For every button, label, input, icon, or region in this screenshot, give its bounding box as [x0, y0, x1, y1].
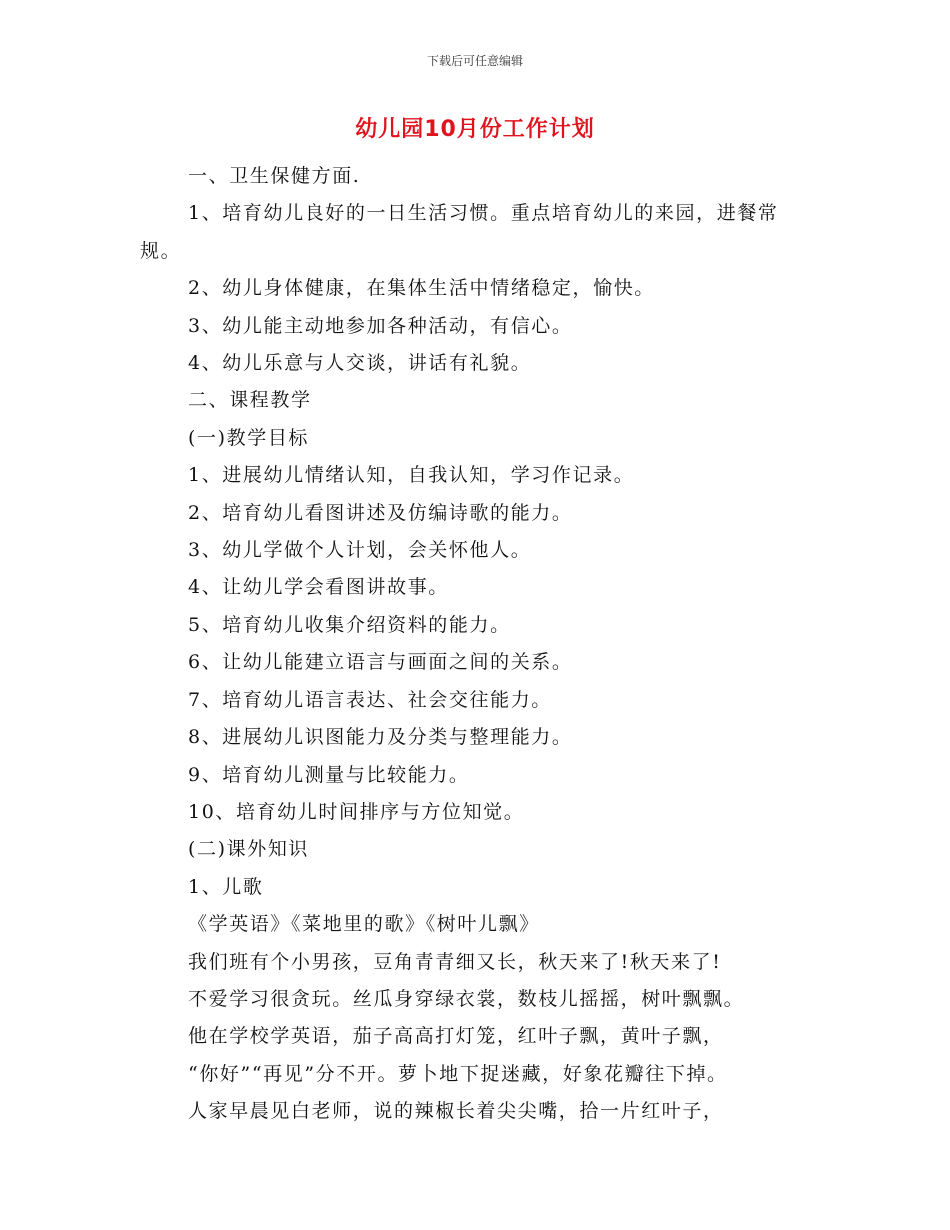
body-line: 2、培育幼儿看图讲述及仿编诗歌的能力。 — [188, 501, 573, 524]
body-line: 9、培育幼儿测量与比较能力。 — [188, 763, 470, 786]
body-line: 3、幼儿学做个人计划，会关怀他人。 — [188, 539, 532, 562]
body-line: 一、卫生保健方面. — [188, 165, 361, 187]
body-line: 人家早晨见白老师，说的辣椒长着尖尖嘴，拾一片红叶子， — [188, 1100, 724, 1123]
body-line: 1、培育幼儿良好的一日生活习惯。重点培育幼儿的来园，进餐常 — [188, 202, 779, 225]
body-line: 《学英语》《菜地里的歌》《树叶儿飘》 — [188, 913, 540, 936]
body-line: 1、儿歌 — [188, 875, 264, 898]
body-line: 我们班有个小男孩，豆角青青细又长，秋天来了!秋天来了! — [188, 950, 722, 973]
body-line: 4、让幼儿学会看图讲故事。 — [188, 576, 449, 599]
body-line: 规。 — [140, 239, 182, 262]
document-body — [140, 158, 820, 1131]
body-line: 不爱学习很贪玩。丝瓜身穿绿衣裳，数枝儿摇摇，树叶飘飘。 — [188, 987, 745, 1010]
body-line: 二、课程教学 — [188, 389, 312, 412]
body-line: 3、幼儿能主动地参加各种活动，有信心。 — [188, 314, 573, 337]
body-line: 8、进展幼儿识图能力及分类与整理能力。 — [188, 726, 573, 749]
body-line: 6、让幼儿能建立语言与画面之间的关系。 — [188, 651, 573, 674]
body-line: 5、培育幼儿收集介绍资料的能力。 — [188, 613, 511, 636]
body-line: 1、进展幼儿情绪认知，自我认知，学习作记录。 — [188, 464, 635, 487]
body-line: 7、培育幼儿语言表达、社会交往能力。 — [188, 688, 552, 711]
body-line: “你好”“再见”分不开。萝卜地下捉迷藏，好象花瓣往下掉。 — [188, 1062, 728, 1085]
body-line: 10、培育幼儿时间排序与方位知觉。 — [188, 800, 525, 823]
body-line: 2、幼儿身体健康，在集体生活中情绪稳定，愉快。 — [188, 277, 655, 300]
body-line: 他在学校学英语，茄子高高打灯笼，红叶子飘，黄叶子飘， — [188, 1025, 724, 1048]
document-title: 幼儿园10月份工作计划 — [355, 117, 595, 142]
body-line: 4、幼儿乐意与人交谈，讲话有礼貌。 — [188, 352, 532, 375]
header-note: 下载后可任意编辑 — [426, 54, 523, 68]
body-line: (一)教学目标 — [188, 426, 310, 449]
body-line: (二)课外知识 — [188, 838, 310, 861]
